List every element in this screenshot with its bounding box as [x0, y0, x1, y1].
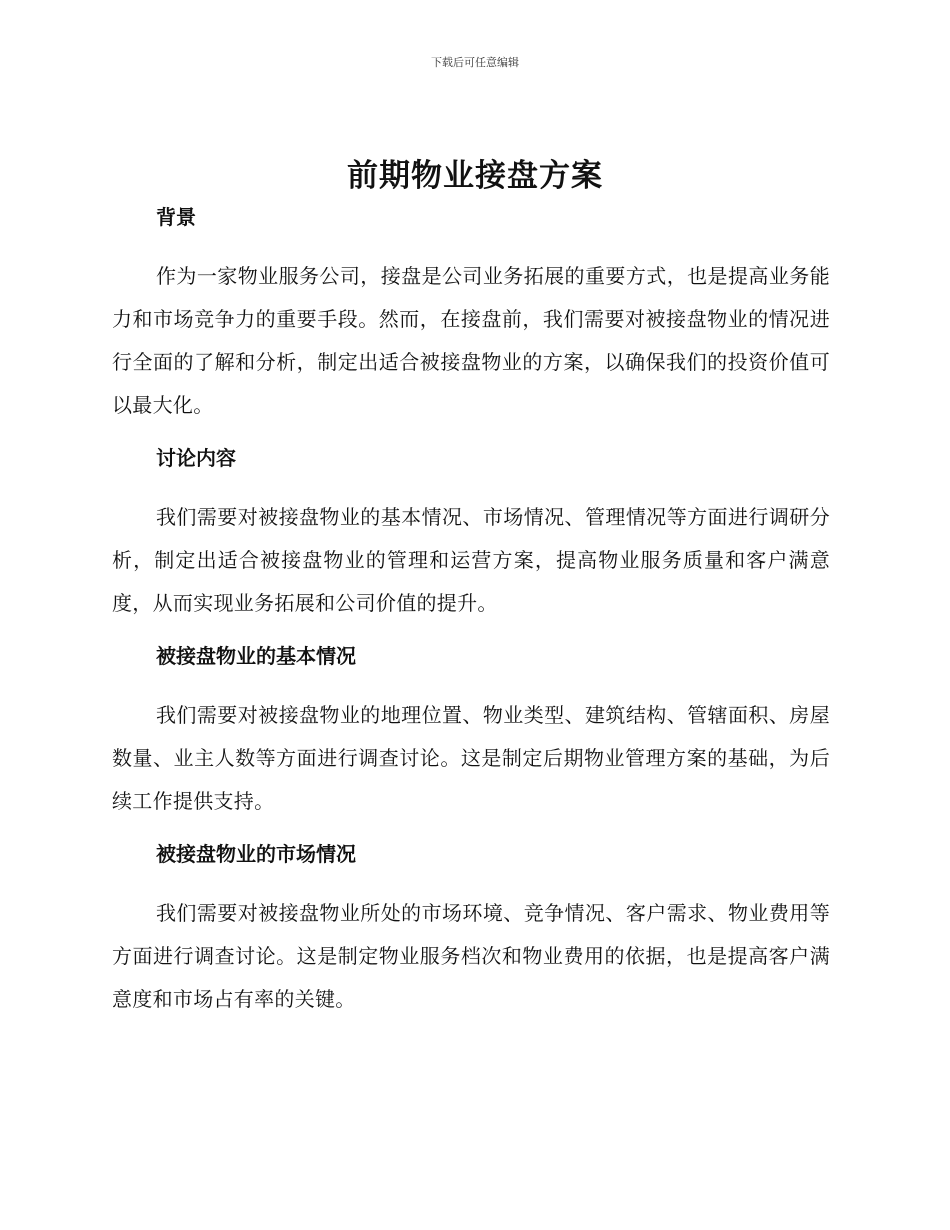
section-paragraph: 我们需要对被接盘物业所处的市场环境、竞争情况、客户需求、物业费用等方面进行调查讨论。这是制定物业服务档次和物业费用的依据，也是提高客户满意度和市场占有率的关键。 — [112, 901, 830, 1011]
section-paragraph: 我们需要对被接盘物业的基本情况、市场情况、管理情况等方面进行调研分析，制定出适合被接盘物业的管理和运营方案，提高物业服务质量和客户满意度，从而实现业务拓展和公司价值的提升。 — [112, 505, 830, 615]
section-paragraph: 作为一家物业服务公司，接盘是公司业务拓展的重要方式，也是提高业务能力和市场竞争力的重要手段。然而，在接盘前，我们需要对被接盘物业的情况进行全面的了解和分析，制定出适合被接盘物业的方案，以确保我们的投资价值可以最大化。 — [112, 264, 830, 417]
section-paragraph: 我们需要对被接盘物业的地理位置、物业类型、建筑结构、管辖面积、房屋数量、业主人数等方面进行调查讨论。这是制定后期物业管理方案的基础，为后续工作提供支持。 — [112, 703, 830, 813]
section-basic-info — [112, 641, 830, 839]
document-body — [112, 202, 830, 1021]
section-heading: 被接盘物业的市场情况 — [156, 842, 356, 866]
section-heading: 背景 — [156, 205, 196, 229]
section-heading: 讨论内容 — [156, 446, 236, 470]
section-background — [112, 202, 830, 443]
section-market-info — [112, 839, 830, 1021]
section-discussion — [112, 443, 830, 641]
document-title: 前期物业接盘方案 — [347, 158, 603, 194]
page-header-note: 下载后可任意编辑 — [431, 56, 519, 69]
section-heading: 被接盘物业的基本情况 — [156, 644, 356, 668]
